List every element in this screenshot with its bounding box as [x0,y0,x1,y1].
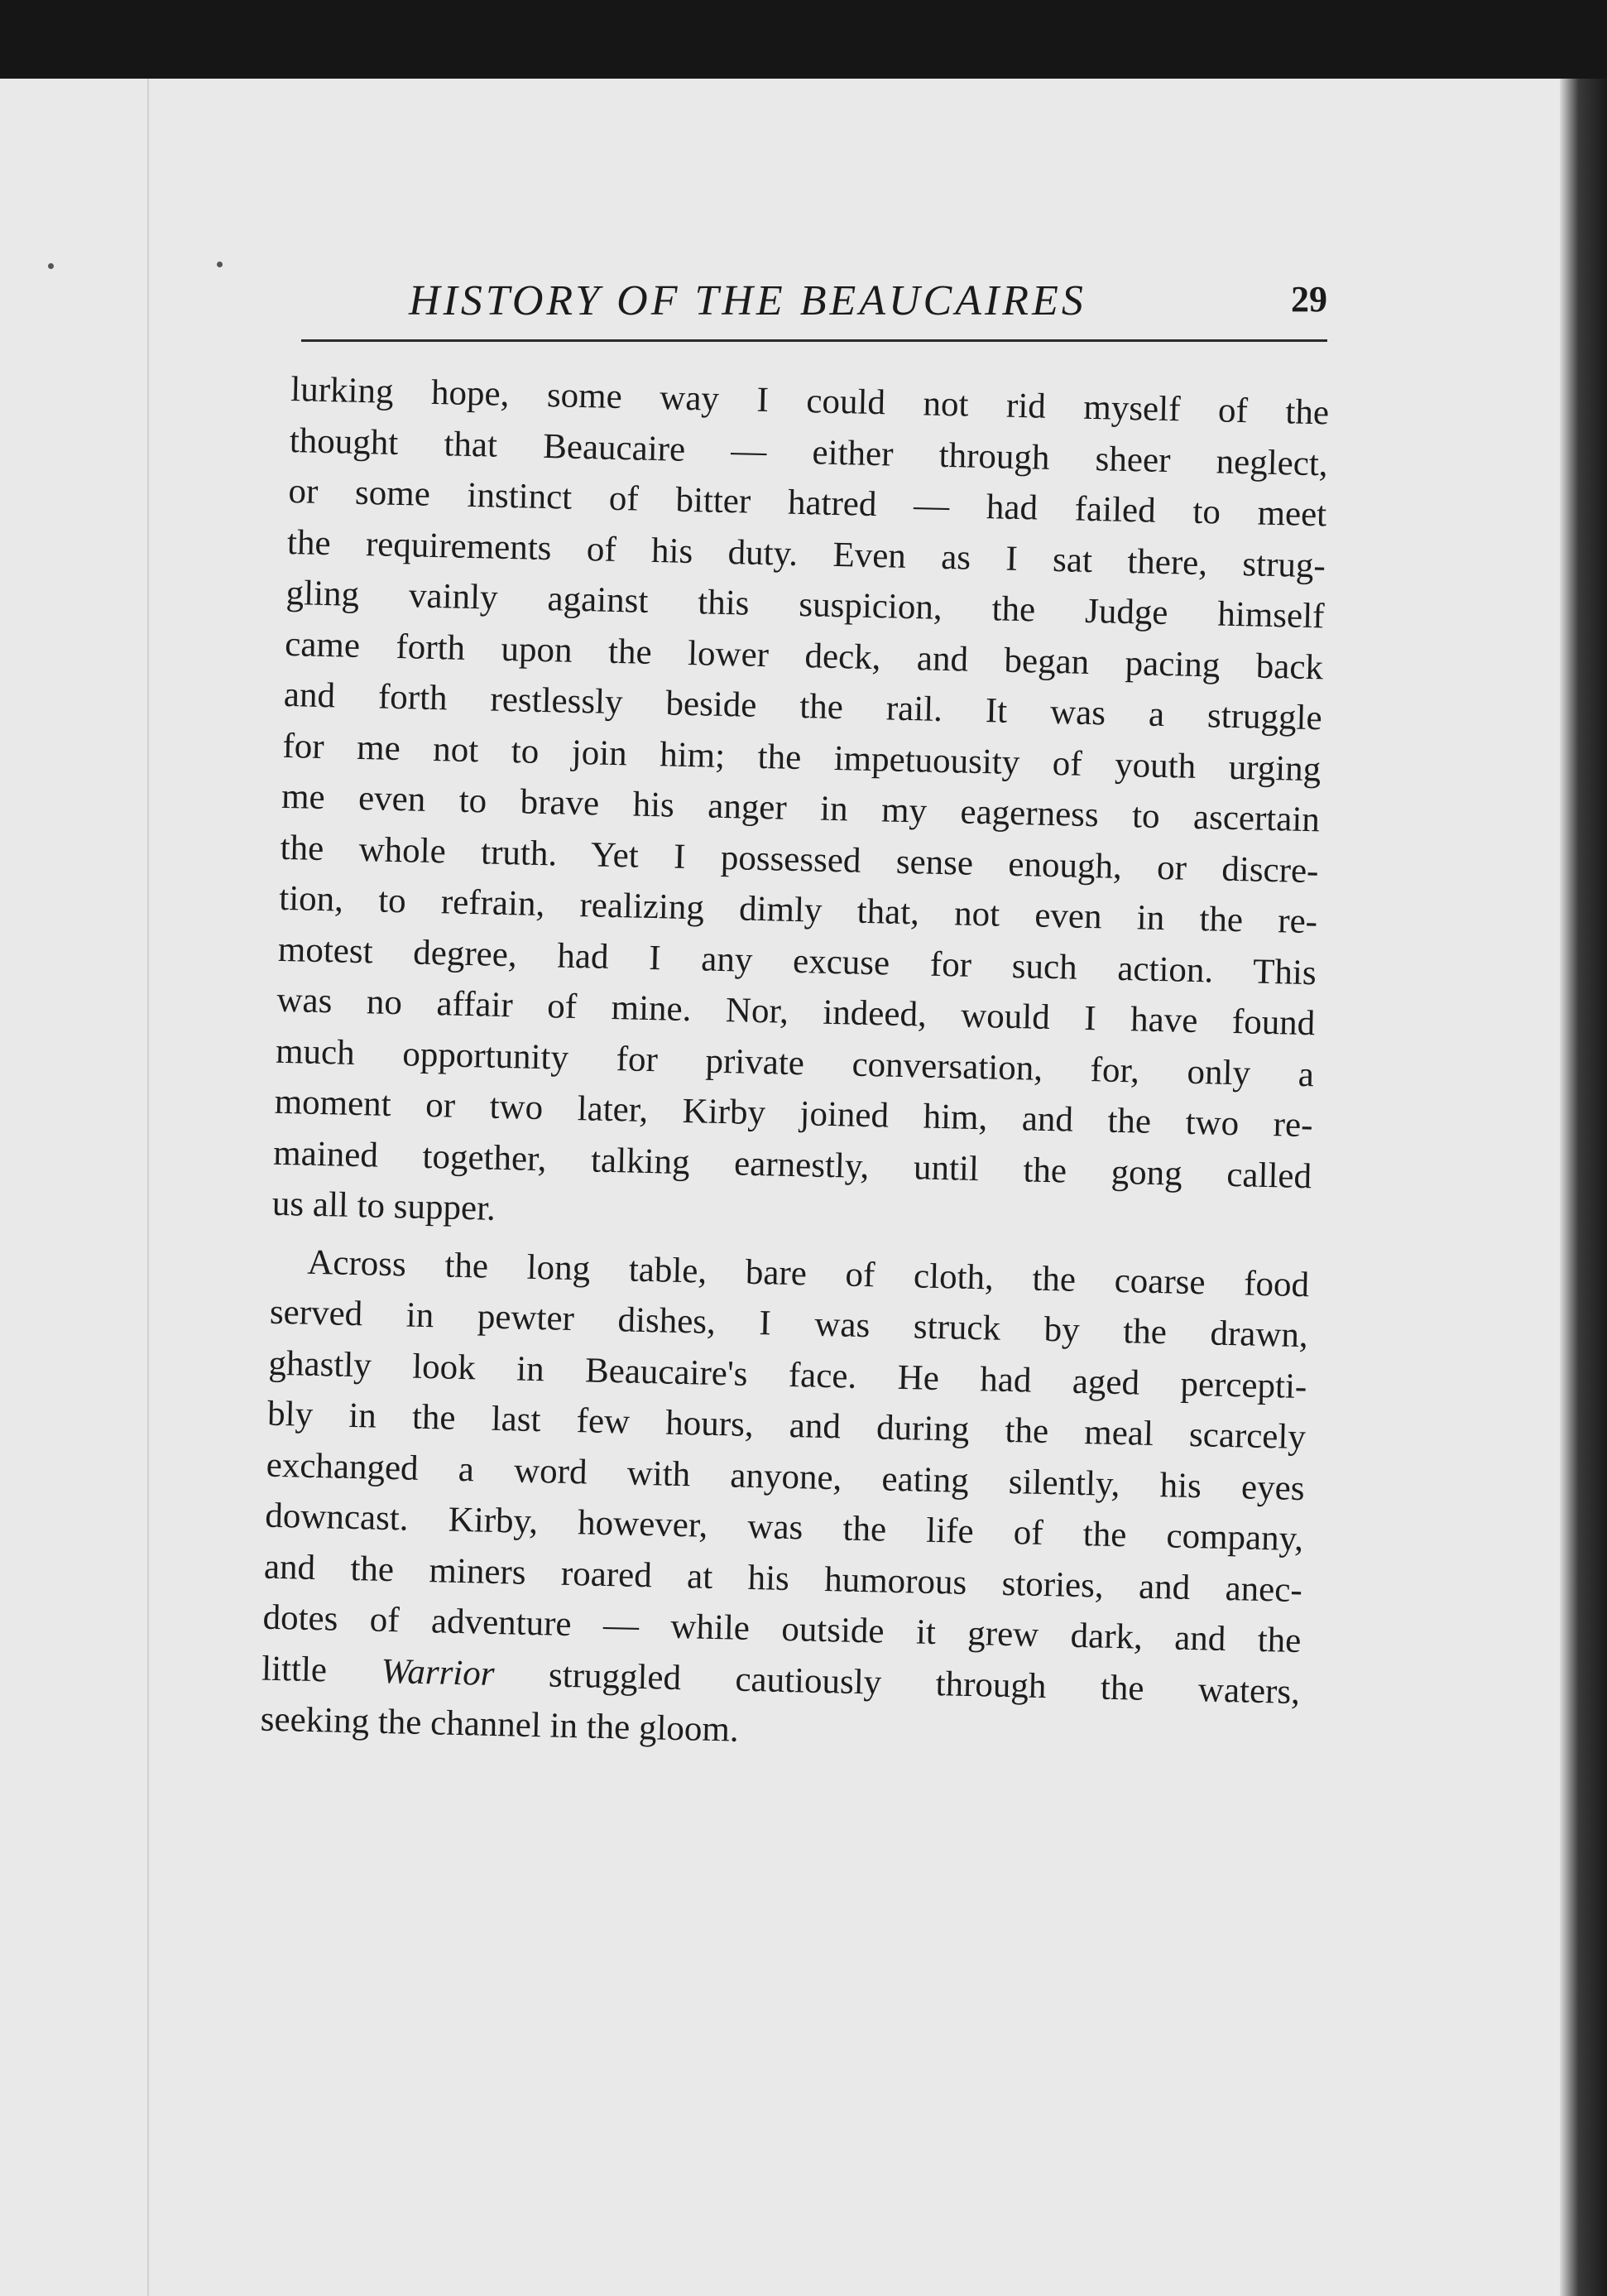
paragraph [271,364,1329,1253]
running-head [301,263,1327,329]
text-line: or some instinct of bitter hatred — had failed to meet [287,471,1327,535]
text-line: the whole truth. Yet I possessed sense enough, or discre- [280,828,1319,891]
page-number: 29 [1291,279,1327,319]
text-line: exchanged a word with anyone, eating silently, his eyes [266,1445,1306,1508]
scan-speck [217,262,223,267]
text-line: seeking the channel in the gloom. [260,1699,740,1750]
text-line: dotes of adventure — while outside it grew dark, and the [262,1597,1302,1661]
text-line: was no affair of mine. Nor, indeed, would I have found [276,980,1316,1044]
text-line: ghastly look in Beaucaire's face. He had aged percepti- [268,1343,1307,1406]
page-edge-shadow [1560,79,1607,2296]
scan-border-top [0,0,1607,91]
text-line: motest degree, had I any excuse for such action. This [277,929,1317,992]
paragraph [260,1236,1310,1768]
text-line: bly in the last few hours, and during the meal scarcely [266,1394,1307,1458]
text-line: for me not to join him; the impetuousity of youth urging [282,726,1322,789]
text-line: mained together, talking earnestly, until the gong called [272,1133,1312,1196]
text-line: came forth upon the lower deck, and began pacing back [284,624,1324,687]
text-line: lurking hope, some way I could not rid myself of the [290,369,1330,433]
text-line: little Warrior struggled cautiously through the waters, [261,1649,1301,1712]
ship-name: Warrior [381,1651,496,1693]
text-line: and the miners roared at his humorous stories, and anec- [263,1547,1303,1610]
text-line: served in pewter dishes, I was struck by the drawn, [269,1292,1309,1356]
text-line: moment or two later, Kirby joined him, and the two re- [274,1082,1313,1146]
text-line: tion, to refrain, realizing dimly that, not even in the re- [278,878,1318,942]
scan-speck [48,263,54,269]
body-text [260,364,1330,1769]
text-line: me even to brave his anger in my eagerness to ascertain [281,776,1321,840]
text-line: the requirements of his duty. Even as I sat there, strug- [286,522,1326,585]
text-line: us all to supper. [271,1184,496,1228]
header-rule [301,339,1327,342]
text-line: thought that Beaucaire — either through sheer neglect, [289,420,1329,483]
text-line: gling vainly against this suspicion, the Judge himself [285,573,1325,636]
running-title: HISTORY OF THE BEAUCAIRES [409,277,1087,324]
gutter-line [147,79,149,2296]
text-line: downcast. Kirby, however, was the life of the company, [264,1496,1304,1559]
text-line: much opportunity for private conversation, for, only a [275,1031,1315,1094]
text-line: Across the long table, bare of cloth, the coarse food [306,1242,1310,1304]
text-line: and forth restlessly beside the rail. It was a struggle [283,675,1323,738]
